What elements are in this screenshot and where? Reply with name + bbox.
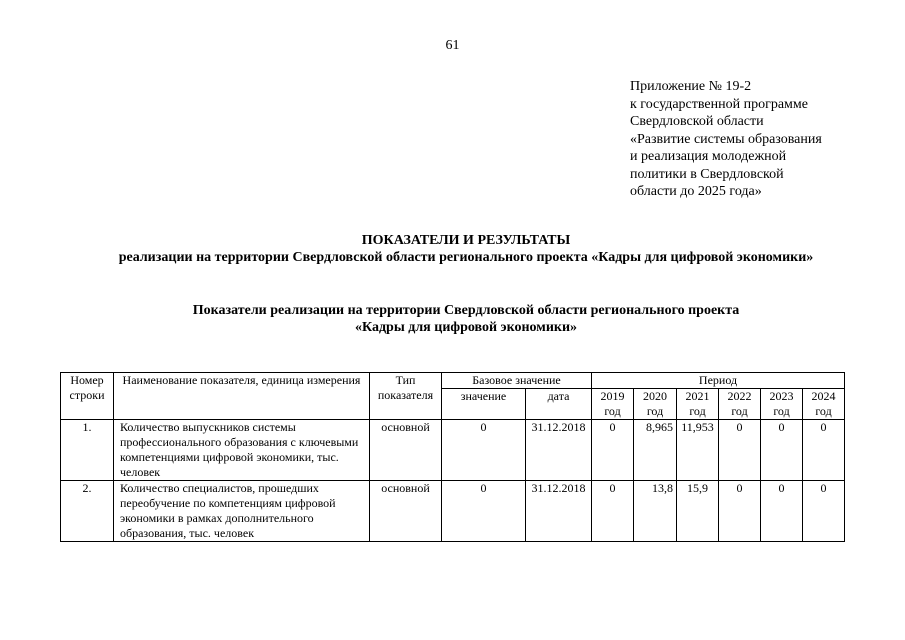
indicators-table — [60, 372, 845, 542]
appendix-block — [630, 78, 880, 201]
row-type: основной — [370, 481, 442, 542]
appendix-line: «Развитие системы образования — [630, 131, 822, 147]
header-base-value-value: значение — [442, 389, 526, 420]
main-title — [0, 232, 905, 266]
row-number: 1. — [61, 420, 114, 481]
appendix-line: области до 2025 года» — [630, 184, 762, 199]
header-row-number: Номер строки — [61, 373, 114, 420]
table-row — [61, 420, 845, 481]
header-name: Наименование показателя, единица измерения — [114, 373, 370, 420]
header-type: Тип показателя — [370, 373, 442, 420]
row-year-value: 8,965 — [634, 420, 677, 481]
row-year-value: 0 — [761, 420, 803, 481]
appendix-line: Приложение № 19-2 — [630, 79, 752, 94]
row-year-value: 0 — [719, 420, 761, 481]
header-base-value: Базовое значение — [442, 373, 592, 389]
sub-title-line2: «Кадры для цифровой экономики» — [354, 320, 578, 335]
row-year-value: 0 — [761, 481, 803, 542]
header-base-value-date: дата — [526, 389, 592, 420]
main-title-line1: ПОКАЗАТЕЛИ И РЕЗУЛЬТАТЫ — [361, 233, 571, 248]
header-year: 2020 год — [634, 389, 677, 420]
row-year-value: 13,8 — [634, 481, 677, 542]
header-row — [61, 373, 845, 389]
row-year-value: 0 — [803, 420, 845, 481]
page-number: 61 — [445, 38, 460, 53]
row-year-value: 0 — [719, 481, 761, 542]
row-name: Количество выпускников системы профессионального образования с ключевыми компетенциями цифровой экономики, тыс. человек — [114, 420, 370, 481]
row-number: 2. — [61, 481, 114, 542]
header-year: 2021 год — [677, 389, 719, 420]
sub-title-line1: Показатели реализации на территории Свердловской области регионального проекта — [192, 303, 740, 318]
header-year: 2023 год — [761, 389, 803, 420]
table-row — [61, 481, 845, 542]
header-year: 2022 год — [719, 389, 761, 420]
header-year: 2019 год — [592, 389, 634, 420]
header-period: Период — [592, 373, 845, 389]
main-title-line2: реализации на территории Свердловской области регионального проекта «Кадры для цифровой экономики» — [118, 250, 814, 265]
sub-title — [0, 302, 905, 336]
row-base-value: 0 — [442, 481, 526, 542]
row-year-value: 0 — [592, 420, 634, 481]
row-year-value: 0 — [803, 481, 845, 542]
header-year: 2024 год — [803, 389, 845, 420]
appendix-line: и реализация молодежной — [630, 149, 787, 164]
row-year-value: 0 — [592, 481, 634, 542]
appendix-line: к государственной программе — [630, 96, 808, 112]
appendix-line: Свердловской области — [630, 114, 764, 129]
row-year-value: 11,953 — [677, 420, 719, 481]
row-year-value: 15,9 — [677, 481, 719, 542]
row-name: Количество специалистов, прошедших переобучение по компетенциям цифровой экономики в рамках дополнительного образования, тыс. человек — [114, 481, 370, 542]
row-base-date: 31.12.2018 — [526, 481, 592, 542]
row-base-value: 0 — [442, 420, 526, 481]
appendix-line: политики в Свердловской — [630, 166, 784, 182]
row-type: основной — [370, 420, 442, 481]
row-base-date: 31.12.2018 — [526, 420, 592, 481]
